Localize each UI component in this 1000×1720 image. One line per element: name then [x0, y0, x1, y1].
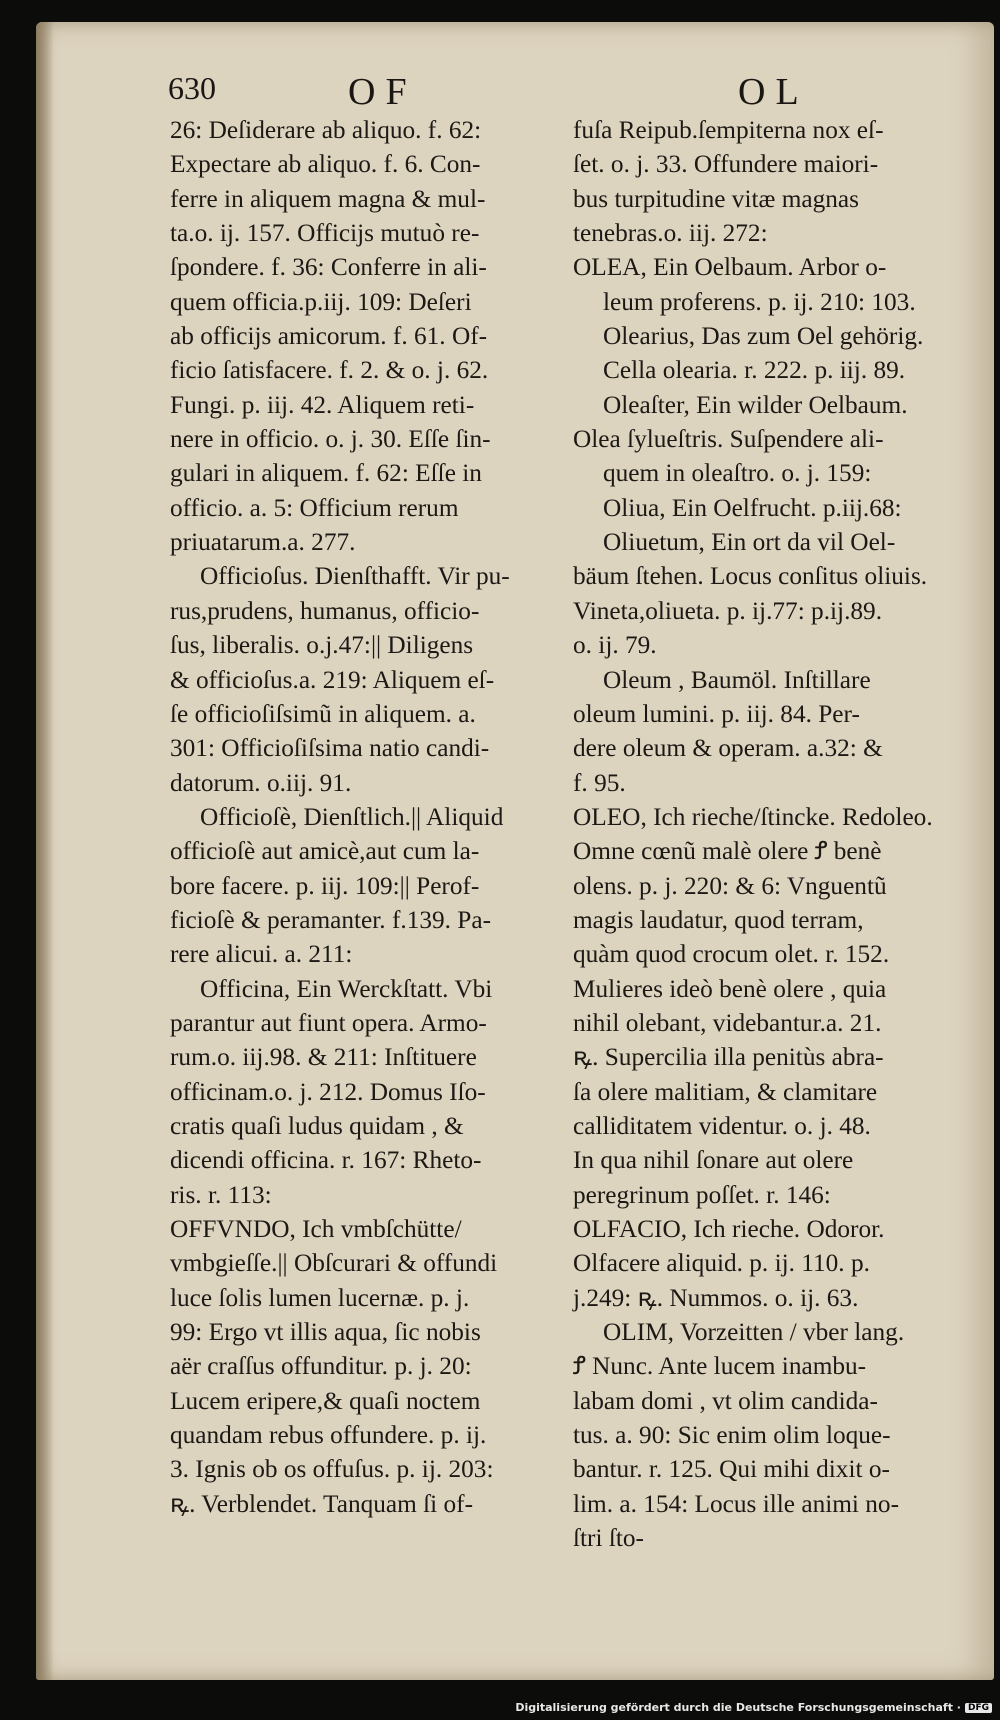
text-line: officinam.o. j. 212. Domus Iſo- [170, 1077, 486, 1106]
text-line: o. ij. 79. [573, 631, 657, 660]
text-line: OLFACIO, Ich rieche. Odoror. [573, 1215, 885, 1243]
text-line: In qua nihil ſonare aut olere [573, 1146, 854, 1175]
text-line: ab officijs amicorum. f. 61. Of- [170, 322, 488, 351]
left-running-head: OF [348, 71, 417, 113]
text-line: ſtri ſto- [573, 1524, 644, 1553]
text-line: Oleum , Baumöl. Inſtillare [603, 665, 871, 694]
text-line: quem in oleaſtro. o. j. 159: [603, 459, 872, 488]
text-line: officioſè aut amicè,aut cum la- [170, 837, 480, 866]
digitization-footer [515, 1701, 992, 1714]
text-line: lim. a. 154: Locus ille animi no- [573, 1489, 899, 1518]
text-line: Olearius, Das zum Oel gehörig. [603, 322, 924, 351]
footer-credit-text: Digitalisierung gefördert durch die Deutsche Forschungsgemeinschaft · [515, 1701, 961, 1714]
text-line: tus. a. 90: Sic enim olim loque- [573, 1421, 891, 1450]
text-line: ſus, liberalis. o.j.47:|| Diligens [170, 631, 474, 660]
text-line: Officioſè, Dienſtlich.|| Aliquid [200, 802, 504, 831]
page-gutter-shadow [36, 22, 54, 1680]
text-line: Fungi. p. iij. 42. Aliquem reti- [170, 390, 475, 419]
text-line: OLIM, Vorzeitten / vber lang. [603, 1318, 905, 1347]
dfg-logo: DFG [965, 1703, 992, 1713]
text-line: OLEA, Ein Oelbaum. Arbor o- [573, 253, 887, 282]
text-line: ta.o. ij. 157. Officijs mutuò re- [170, 219, 480, 248]
text-line: ferre in aliquem magna & mul- [170, 184, 486, 213]
text-line: peregrinum poſſet. r. 146: [573, 1180, 831, 1209]
right-running-head: OL [738, 71, 809, 113]
text-line: ficio ſatisfacere. f. 2. & o. j. 62. [170, 356, 489, 385]
text-line: bus turpitudine vitæ magnas [573, 184, 859, 213]
text-line: 301: Officioſiſsima natio candi- [170, 734, 490, 763]
text-line: 3. Ignis ob os offuſus. p. ij. 203: [170, 1455, 494, 1484]
text-line: rus,prudens, humanus, officio- [170, 596, 480, 625]
running-header [168, 70, 958, 116]
text-line: Cella olearia. r. 222. p. iij. 89. [603, 356, 906, 385]
text-line: ꝶ. Verblendet. Tanquam ſi of- [170, 1489, 473, 1518]
text-line: olens. p. j. 220: & 6: Vnguentũ [573, 871, 887, 900]
text-line: calliditatem videntur. o. j. 48. [573, 1111, 871, 1140]
text-line: rum.o. iij.98. & 211: Inſtituere [170, 1043, 477, 1072]
text-line: Vineta,oliueta. p. ij.77: p.ij.89. [573, 596, 883, 625]
text-line: ris. r. 113: [170, 1180, 272, 1209]
text-line: dicendi officina. r. 167: Rheto- [170, 1146, 482, 1175]
text-line: j.249: ꝶ. Nummos. o. ij. 63. [573, 1283, 859, 1312]
text-line: datorum. o.iij. 91. [170, 768, 352, 797]
text-line: Expectare ab aliquo. f. 6. Con- [170, 150, 481, 179]
text-line: Lucem eripere,& quaſi noctem [170, 1386, 481, 1415]
text-line: OLEO, Ich rieche/ſtincke. Redoleo. [573, 802, 933, 831]
text-line: leum proferens. p. ij. 210: 103. [603, 287, 916, 316]
text-line: labam domi , vt olim candida- [573, 1386, 878, 1415]
text-line: quandam rebus offundere. p. ij. [170, 1421, 487, 1450]
text-line: gulari in aliquem. f. 62: Eſſe in [170, 459, 482, 488]
text-line: Olfacere aliquid. p. ij. 110. p. [573, 1249, 870, 1278]
text-line: bore facere. p. iij. 109:|| Perof- [170, 871, 480, 900]
text-line: Oliua, Ein Oelfrucht. p.iij.68: [603, 493, 902, 522]
text-line: nere in officio. o. j. 30. Eſſe ſin- [170, 425, 491, 454]
text-line: rere alicui. a. 211: [170, 940, 353, 969]
right-text-column [573, 113, 968, 1555]
text-line: ficioſè & peramanter. f.139. Pa- [170, 905, 492, 934]
text-line: ſpondere. f. 36: Conferre in ali- [170, 253, 487, 282]
text-line: aër craſſus offunditur. p. j. 20: [170, 1352, 472, 1381]
text-line: nihil olebant, videbantur.a. 21. [573, 1008, 882, 1037]
text-line: officio. a. 5: Officium rerum [170, 493, 459, 522]
left-text-column [170, 113, 565, 1521]
text-line: priuatarum.a. 277. [170, 528, 356, 557]
text-line: f. 95. [573, 768, 626, 797]
text-line: Mulieres ideò benè olere , quia [573, 974, 887, 1003]
text-line: 99: Ergo vt illis aqua, ſic nobis [170, 1318, 481, 1347]
text-line: Officina, Ein Werckſtatt. Vbi [200, 974, 493, 1003]
text-line: ſa olere malitiam, & clamitare [573, 1077, 878, 1106]
text-line: fuſa Reipub.ſempiterna nox eſ- [573, 116, 884, 144]
text-line: quem officia.p.iij. 109: Deſeri [170, 287, 472, 316]
text-line: Oleaſter, Ein wilder Oelbaum. [603, 390, 908, 419]
text-line: & officioſus.a. 219: Aliquem eſ- [170, 665, 495, 694]
text-line: Olea ſylueſtris. Suſpendere ali- [573, 425, 884, 454]
text-line: 26: Deſiderare ab aliquo. f. 62: [170, 116, 482, 144]
text-line: Omne cœnũ malè olere Ꝭ benè [573, 837, 882, 866]
text-line: cratis quaſi ludus quidam , & [170, 1111, 464, 1140]
text-line: magis laudatur, quod terram, [573, 905, 864, 934]
text-line: dere oleum & operam. a.32: & [573, 734, 883, 763]
text-line: ꝶ. Supercilia illa penitùs abra- [573, 1043, 884, 1072]
text-line: quàm quod crocum olet. r. 152. [573, 940, 890, 969]
text-line: bäum ſtehen. Locus conſitus oliuis. [573, 562, 928, 591]
page-number: 630 [168, 70, 216, 106]
text-line: Officioſus. Dienſthafft. Vir pu- [200, 562, 510, 591]
text-line: vmbgieſſe.|| Obſcurari & offundi [170, 1249, 498, 1278]
text-line: ſet. o. j. 33. Offundere maiori- [573, 150, 879, 179]
text-line: OFFVNDO, Ich vmbſchütte/ [170, 1215, 462, 1243]
text-line: Ꝭ Nunc. Ante lucem inambu- [573, 1352, 867, 1381]
text-line: Oliuetum, Ein ort da vil Oel- [603, 528, 896, 557]
text-line: luce ſolis lumen lucernæ. p. j. [170, 1283, 470, 1312]
text-line: bantur. r. 125. Qui mihi dixit o- [573, 1455, 890, 1484]
text-line: ſe officioſiſsimũ in aliquem. a. [170, 699, 476, 728]
text-line: tenebras.o. iij. 272: [573, 219, 768, 248]
text-line: parantur aut fiunt opera. Armo- [170, 1008, 487, 1037]
text-line: oleum lumini. p. iij. 84. Per- [573, 699, 860, 728]
